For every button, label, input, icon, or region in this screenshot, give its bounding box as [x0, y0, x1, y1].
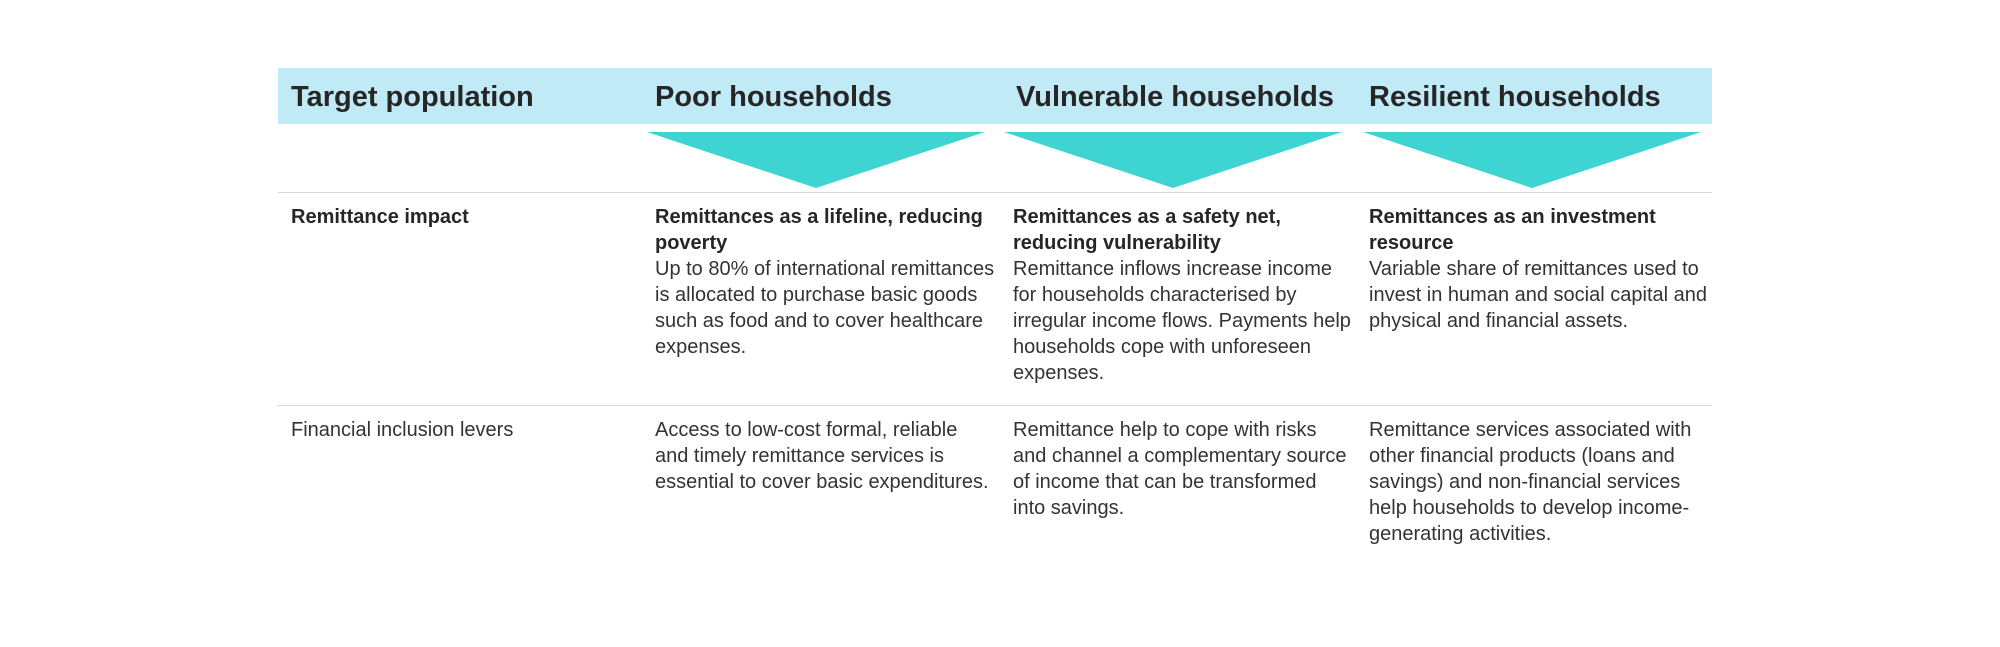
cell-body: Up to 80% of international remittances is allocated to purchase basic goods such as food and to cover healthcare expenses.	[655, 258, 995, 358]
down-arrow-icon	[647, 132, 985, 188]
header-resilient-households: Resilient households	[1369, 81, 1661, 113]
cell-vulnerable-levers	[1013, 417, 1353, 521]
cell-body: Remittance services associated with other financial products (loans and savings) and non-financial services help households to develop income-generating activities.	[1369, 419, 1692, 545]
down-arrow-icon	[1004, 132, 1342, 188]
row-divider	[278, 405, 1712, 406]
cell-resilient-levers	[1369, 417, 1709, 547]
header-vulnerable-households: Vulnerable households	[1016, 81, 1334, 113]
cell-resilient-impact	[1369, 204, 1709, 334]
cell-title: Remittances as an investment resource	[1369, 206, 1656, 254]
row-label-financial-inclusion-levers: Financial inclusion levers	[291, 419, 514, 441]
cell-poor-impact	[655, 204, 995, 360]
row-label-remittance-impact: Remittance impact	[291, 206, 469, 228]
cell-body: Variable share of remittances used to invest in human and social capital and physical and financial assets.	[1369, 258, 1707, 332]
cell-body: Remittance inflows increase income for households characterised by irregular income flows. Payments help households cope with unforeseen expenses.	[1013, 258, 1351, 384]
cell-body: Access to low-cost formal, reliable and timely remittance services is essential to cover basic expenditures.	[655, 419, 989, 493]
cell-body: Remittance help to cope with risks and channel a complementary source of income that can be transformed into savings.	[1013, 419, 1347, 519]
down-arrow-icon	[1363, 132, 1701, 188]
cell-vulnerable-impact	[1013, 204, 1353, 386]
cell-poor-levers	[655, 417, 995, 495]
header-poor-households: Poor households	[655, 81, 892, 113]
header-target-population: Target population	[291, 81, 534, 113]
cell-title: Remittances as a lifeline, reducing poverty	[655, 206, 983, 254]
row-divider	[278, 192, 1712, 193]
cell-title: Remittances as a safety net, reducing vulnerability	[1013, 206, 1281, 254]
